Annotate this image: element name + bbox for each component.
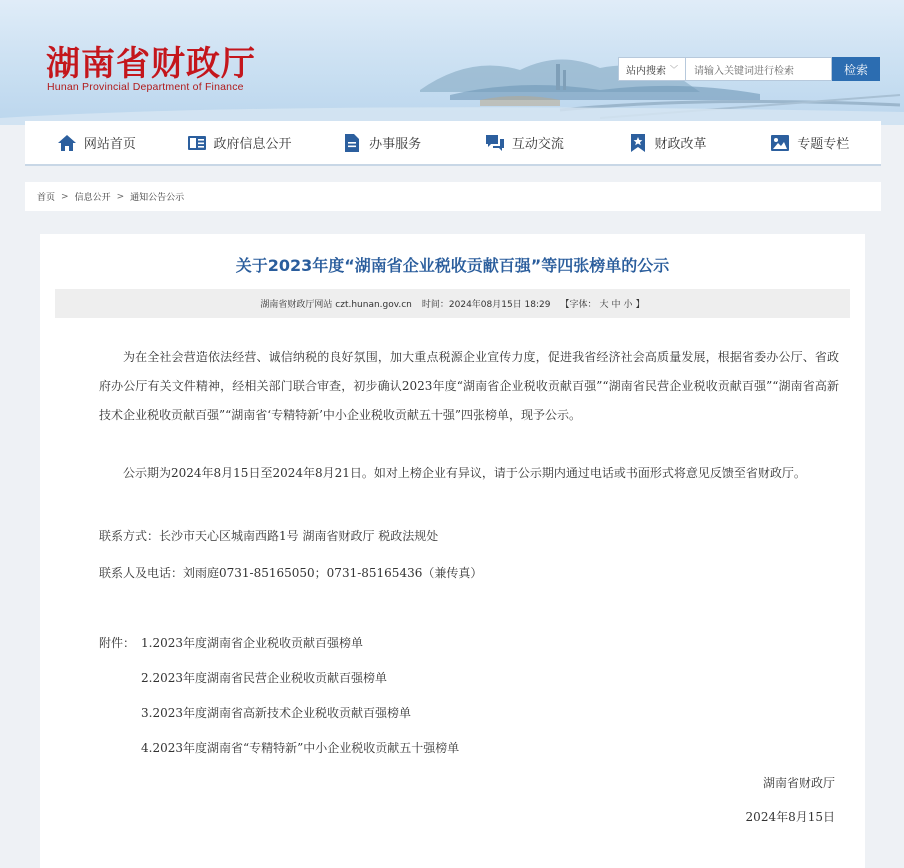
- main-nav: [25, 121, 881, 166]
- font-size-switcher: [561, 297, 645, 310]
- nav-item-label: 专题专栏: [797, 137, 850, 152]
- font-size-close: 】: [635, 300, 645, 310]
- nav-item-home[interactable]: [25, 121, 168, 164]
- nav-item-label: 财政改革: [654, 137, 707, 152]
- contact-phone: 联系人及电话：刘雨庭0731-85165050；0731-85165436（兼传真）: [99, 566, 483, 580]
- nav-item-reform[interactable]: [596, 121, 739, 164]
- nav-item-label: 互动交流: [511, 137, 564, 152]
- attachment-link[interactable]: 4.2023年度湖南省“专精特新”中小企业税收贡献五十强榜单: [141, 741, 460, 755]
- article-panel: [40, 234, 865, 868]
- image-icon: [770, 133, 790, 153]
- article-source: 湖南省财政厅网站 czt.hunan.gov.cn: [260, 300, 412, 310]
- search-input[interactable]: [686, 57, 832, 81]
- search-placeholder: 请输入关键词进行检索: [694, 65, 794, 77]
- contact-address: 联系方式：长沙市天心区城南西路1号 湖南省财政厅 税政法规处: [99, 529, 439, 543]
- chevron-down-icon: ﹀: [670, 64, 678, 74]
- font-size-label: 【字体：: [560, 300, 597, 310]
- search-button[interactable]: 检索: [832, 57, 880, 81]
- article-date: 2024年8月15日: [745, 810, 835, 824]
- search-scope-select[interactable]: [618, 57, 686, 81]
- article-meta: [55, 289, 850, 318]
- chat-icon: [485, 133, 505, 153]
- attachment-link[interactable]: 2.2023年度湖南省民营企业税收贡献百强榜单: [141, 671, 387, 685]
- search-scope-label: 站内搜索: [626, 65, 666, 77]
- article-signature: 湖南省财政厅: [762, 776, 835, 790]
- article-time: 时间：2024年08月15日 18:29: [421, 300, 551, 310]
- document-icon: [342, 133, 362, 153]
- nav-item-label: 政府信息公开: [213, 137, 292, 152]
- article-paragraph: 为在全社会营造依法经营、诚信纳税的良好氛围，加大重点税源企业宣传力度，促进我省经济社会高质量发展，根据省委办公厅、省政府办公厅有关文件精神，经相关部门联合审查，初步确认2023年度“湖南省企业税收贡献百强”“湖南省民营企业税收贡献百强”“湖南省高新技术企业税收贡献百强”“湖南省‘专精特新’中小企业税收贡献五十强”四张榜单，现予公示。: [99, 350, 839, 422]
- site-logo-title[interactable]: 湖南省财政厅: [46, 44, 256, 84]
- site-logo-subtitle: Hunan Provincial Department of Finance: [47, 81, 244, 93]
- breadcrumb-notices[interactable]: 通知公告公示: [130, 193, 185, 203]
- nav-item-gov-info[interactable]: [168, 121, 311, 164]
- info-panel-icon: [187, 133, 207, 153]
- font-size-small-button[interactable]: 小: [623, 300, 633, 310]
- attachment-link[interactable]: 3.2023年度湖南省高新技术企业税收贡献百强榜单: [141, 706, 411, 720]
- attachments-label: 附件：: [99, 636, 136, 650]
- nav-item-topics[interactable]: [738, 121, 881, 164]
- home-icon: [57, 133, 77, 153]
- article-paragraph: 公示期为2024年8月15日至2024年8月21日。如对上榜企业有异议，请于公示期内通过电话或书面形式将意见反馈至省财政厅。: [123, 466, 806, 480]
- chevron-right-icon: >: [61, 191, 69, 202]
- bookmark-star-icon: [628, 133, 648, 153]
- article-title: 关于2023年度“湖南省企业税收贡献百强”等四张榜单的公示: [235, 256, 670, 275]
- search-bar: [618, 57, 880, 81]
- chevron-right-icon: >: [116, 191, 125, 202]
- header-banner: [0, 0, 904, 125]
- breadcrumb: [25, 182, 881, 211]
- nav-item-services[interactable]: [310, 121, 453, 164]
- font-size-medium-button[interactable]: 中: [611, 300, 621, 310]
- attachment-link[interactable]: 1.2023年度湖南省企业税收贡献百强榜单: [141, 636, 363, 650]
- breadcrumb-info[interactable]: 信息公开: [74, 193, 111, 203]
- font-size-large-button[interactable]: 大: [599, 300, 609, 310]
- breadcrumb-home[interactable]: 首页: [37, 193, 56, 203]
- nav-item-label: 网站首页: [83, 137, 136, 152]
- nav-item-label: 办事服务: [369, 137, 422, 152]
- nav-item-interaction[interactable]: [453, 121, 596, 164]
